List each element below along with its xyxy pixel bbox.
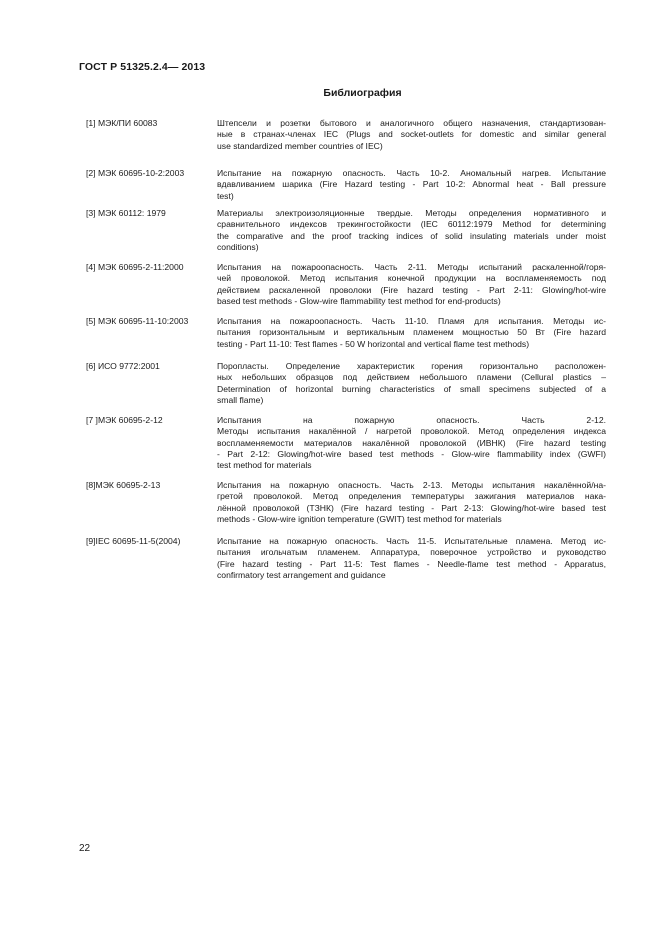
description-line: methods - Glow-wire ignition temperature (GWIT) test method for materials: [217, 513, 502, 524]
description-line: ных небольших образцов под действием небольшого пламени (Cellural plastics –: [217, 372, 606, 383]
description-line: the comparative and the proof tracking indices of solid insulating materials under moist: [217, 230, 606, 241]
description-line: вдавливанием шарика (Fire Hazard testing - Part 10-2: Abnormal heat - Ball pressure: [217, 179, 606, 190]
description-line: пытания горизонтальным и вертикальным пламенем мощностью 50 Вт (Fire hazard: [217, 327, 606, 338]
description-line: Штепсели и розетки бытового и аналогичного общего назначения, стандартизован-: [217, 118, 606, 128]
description-line: Испытания на пожароопасность. Часть 11-10. Пламя для испытания. Методы ис-: [217, 316, 606, 326]
bibliography-entry: [86, 118, 606, 152]
bibliography-entry: [86, 316, 606, 350]
description-line: - Part 2-12: Glowing/hot-wire based test methods - Glow-wire flammability index (GWFI): [217, 448, 606, 459]
description-line: test): [217, 190, 234, 201]
page-number: 22: [79, 843, 91, 854]
reference-description: [217, 536, 606, 581]
description-line: пытания игольчатым пламенем. Аппаратура, поверочное устройство и руководство: [217, 547, 606, 558]
description-line: Испытания на пожарную опасность. Часть 2-12.: [217, 415, 606, 425]
description-line: Испытания на пожароопасность. Часть 2-11. Методы испытаний раскаленной/горя-: [217, 262, 606, 272]
bibliography-entry: [86, 208, 606, 253]
reference-description: [217, 168, 606, 202]
document-header: ГОСТ Р 51325.2.4— 2013: [79, 61, 206, 73]
reference-code: [2] МЭК 60695-10-2:2003: [86, 168, 185, 178]
description-line: лённой проволокой (ТЗНК) (Fire hazard testing - Part 2-13: Glowing/hot-wire based test: [217, 502, 606, 513]
page-title: [0, 87, 661, 99]
description-line: Испытания на пожарную опасность. Часть 2-13. Методы испытания накалённой/на-: [217, 480, 606, 490]
reference-code: [7 ]МЭК 60695-2-12: [86, 415, 163, 425]
description-line: Поропласты. Определение характеристик горения горизонтально расположен-: [217, 361, 606, 371]
bibliography-entry: [86, 536, 606, 581]
description-line: testing - Part 11-10: Test flames - 50 W horizontal and vertical flame test methods): [217, 338, 530, 349]
description-line: чей проволокой. Метод испытания конечной продукции на воспламеняемость под: [217, 273, 606, 284]
reference-description: [217, 361, 606, 406]
description-line: (Fire hazard testing - Part 11-5: Test flames - Needle-flame test method - Apparatus,: [217, 558, 606, 569]
description-line: Determination of horizontal burning characteristics of small specimens subjected of a: [217, 383, 606, 394]
reference-code: [6] ИСО 9772:2001: [86, 361, 160, 371]
description-line: воспламеняемости материалов накалённой проволокой (ИВНК) (Fire hazard testing: [217, 437, 606, 448]
reference-code: [9]IEC 60695-11-5(2004): [86, 536, 181, 546]
reference-code: [8]МЭК 60695-2-13: [86, 480, 161, 490]
bibliography-heading: Библиография: [323, 87, 402, 99]
bibliography-entry: [86, 361, 606, 406]
reference-code: [4] МЭК 60695-2-11:2000: [86, 262, 184, 272]
bibliography-entry: [86, 168, 606, 202]
description-line: test method for materials: [217, 460, 312, 471]
reference-code: [5] МЭК 60695-11-10:2003: [86, 316, 189, 326]
description-line: действием раскаленной проволоки (Fire hazard testing - Part 2-11: Glowing/hot-wire: [217, 284, 606, 295]
bibliography-entry: [86, 480, 606, 525]
description-line: Материалы электроизоляционные твердые. Методы определения нормативного и: [217, 208, 606, 218]
bibliography-entry: [86, 415, 606, 471]
description-line: based test methods - Glow-wire flammability test method for end-products): [217, 295, 501, 306]
description-line: Методы испытания накалённой / нагретой проволокой. Метод определения индекса: [217, 426, 606, 437]
description-line: сравнительного индексов трекингостойкости (IEC 60112:1979 Method for determining: [217, 219, 606, 230]
reference-description: [217, 208, 606, 253]
bibliography-entry: [86, 262, 606, 307]
description-line: Испытание на пожарную опасность. Часть 10-2. Аномальный нагрев. Испытание: [217, 168, 606, 178]
description-line: гретой проволокой. Метод определения температуры зажигания материалов нака-: [217, 491, 606, 502]
reference-description: [217, 316, 606, 350]
reference-code: [1] МЭК/ПИ 60083: [86, 118, 158, 128]
reference-description: [217, 262, 606, 307]
description-line: ные в странах-членах IEC (Plugs and socket-outlets for domestic and similar general: [217, 129, 606, 140]
description-line: Испытание на пожарную опасность. Часть 11-5. Испытательные пламена. Метод ис-: [217, 536, 606, 546]
description-line: conditions): [217, 241, 259, 252]
description-line: use standardized member countries of IEC): [217, 140, 383, 151]
description-line: small flame): [217, 394, 264, 405]
reference-description: [217, 118, 606, 152]
reference-description: [217, 480, 606, 525]
reference-description: [217, 415, 606, 471]
description-line: confirmatory test arrangement and guidance: [217, 569, 386, 580]
reference-code: [3] МЭК 60112: 1979: [86, 208, 166, 218]
